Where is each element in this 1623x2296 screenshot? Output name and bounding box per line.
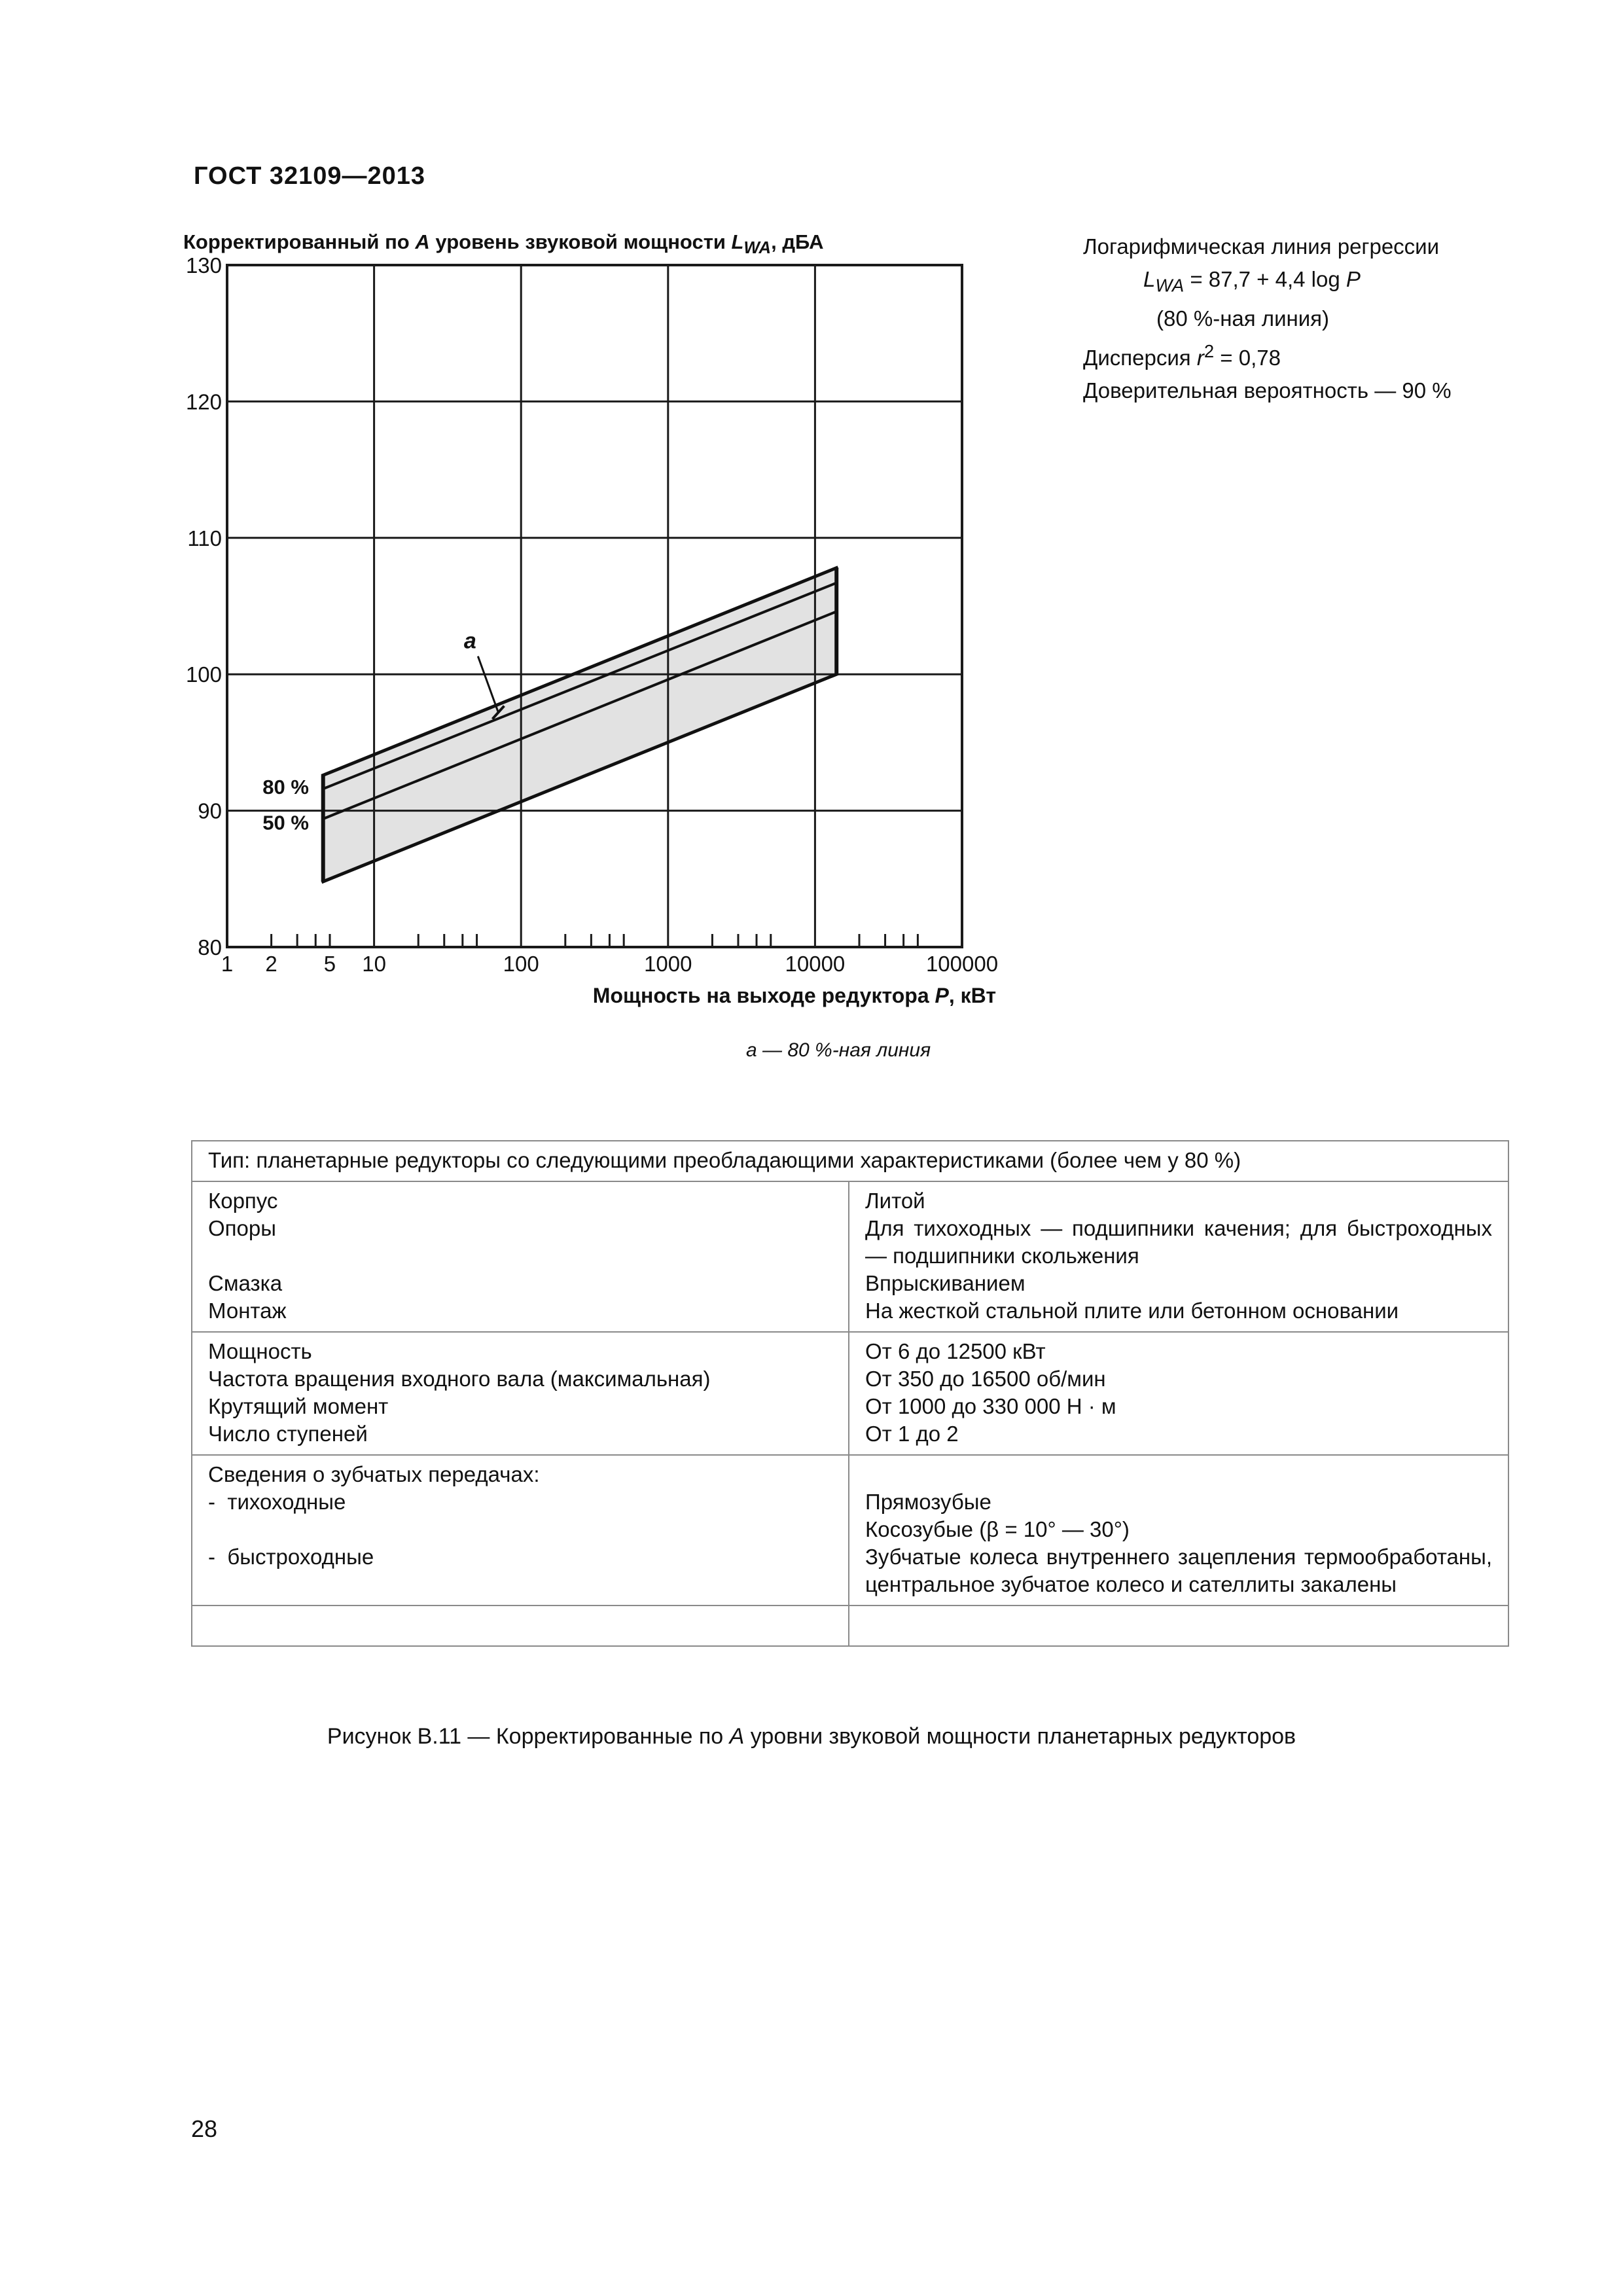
- empty-cell-right: [849, 1605, 1508, 1646]
- label-power: Мощность: [208, 1339, 312, 1363]
- table-row-type: [192, 1141, 1508, 1181]
- annotation-arrow: [478, 656, 498, 713]
- y-tick-label: 110: [187, 526, 222, 550]
- xlabel-prefix: Мощность на выходе редуктора: [592, 984, 935, 1007]
- table-row-gears: [192, 1455, 1508, 1605]
- type-cell: Тип: планетарные редукторы со следующими преобладающими характеристиками (более чем у 80 %): [192, 1141, 1508, 1181]
- y-tick-label: 130: [185, 253, 222, 278]
- x-tick-label: 10000: [785, 952, 846, 976]
- legend-confidence: Доверительная вероятность — 90 %: [1083, 378, 1452, 403]
- value-input-speed: От 350 до 16500 об/мин: [865, 1367, 1106, 1391]
- legend-dispersion: [1083, 335, 1452, 374]
- characteristics-table: [191, 1140, 1509, 1647]
- ylabel-subscript: WA: [743, 239, 772, 258]
- label-lubrication: Смазка: [208, 1271, 283, 1295]
- design-values-cell: [849, 1181, 1508, 1332]
- annotation-label: a: [463, 628, 476, 654]
- regression-legend: [1083, 230, 1452, 407]
- x-tick-label: 5: [323, 952, 336, 976]
- legend-dispersion-value: = 0,78: [1214, 345, 1281, 370]
- legend-dispersion-sup: 2: [1204, 340, 1215, 361]
- ylabel-prefix: Корректированный по: [183, 230, 416, 253]
- value-lubrication: Впрыскиванием: [865, 1271, 1026, 1295]
- label-torque: Крутящий момент: [208, 1394, 389, 1418]
- figure-caption: [0, 1724, 1623, 1749]
- value-stages: От 1 до 2: [865, 1422, 959, 1446]
- gears-values-cell: [849, 1455, 1508, 1605]
- label-high-speed: - быстроходные: [208, 1545, 374, 1569]
- gears-labels-cell: [192, 1455, 849, 1605]
- standard-header: ГОСТ 32109—2013: [194, 162, 426, 190]
- ylabel-suffix: , дБА: [771, 230, 824, 253]
- table-row-ratings: [192, 1332, 1508, 1455]
- line-label: 80 %: [262, 776, 309, 799]
- line-label: 50 %: [262, 811, 309, 834]
- caption-italic: A: [729, 1724, 745, 1749]
- label-mounting: Монтаж: [208, 1299, 287, 1323]
- caption-suffix: уровни звуковой мощности планетарных редукторов: [744, 1724, 1296, 1749]
- caption-prefix: Рисунок В.11 — Корректированные по: [327, 1724, 730, 1749]
- footnote-text: — 80 %-ная линия: [757, 1039, 931, 1061]
- ylabel-italic: A: [415, 230, 430, 253]
- label-housing: Корпус: [208, 1189, 278, 1213]
- value-power: От 6 до 12500 кВт: [865, 1339, 1046, 1363]
- legend-dispersion-prefix: Дисперсия: [1083, 345, 1197, 370]
- chart-footnote: [746, 1039, 931, 1062]
- label-bearings: Опоры: [208, 1216, 276, 1240]
- value-bearings: Для тихоходных — подшипники качения; для быстроходных — подшипники скольжения: [865, 1216, 1493, 1268]
- footnote-letter: a: [746, 1039, 757, 1061]
- value-high-speed: Зубчатые колеса внутреннего зацепления термообработаны, центральное зубчатое колесо и сателлиты закалены: [865, 1545, 1493, 1596]
- legend-dispersion-var: r: [1196, 345, 1204, 370]
- y-tick-label: 120: [185, 389, 222, 414]
- legend-eq-var: P: [1346, 267, 1361, 291]
- x-tick-label: 1000: [644, 952, 692, 976]
- x-tick-label: 100000: [925, 952, 999, 976]
- legend-eq-subscript: WA: [1155, 275, 1185, 296]
- design-labels-cell: [192, 1181, 849, 1332]
- y-tick-label: 90: [198, 798, 222, 823]
- chart-x-axis-title: [593, 984, 996, 1007]
- xlabel-suffix: , кВт: [948, 984, 996, 1007]
- x-tick-label: 2: [265, 952, 277, 976]
- legend-eq-body: = 87,7 + 4,4 log: [1184, 267, 1346, 291]
- ylabel-middle: уровень звуковой мощности: [429, 230, 732, 253]
- series-line: [323, 611, 837, 819]
- y-tick-label: 80: [198, 935, 222, 960]
- x-tick-label: 100: [503, 952, 539, 976]
- ylabel-symbol: L: [731, 230, 744, 253]
- value-low-speed-1: Прямозубые: [865, 1490, 991, 1514]
- legend-equation: [1083, 263, 1452, 302]
- table-row-design: [192, 1181, 1508, 1332]
- label-low-speed: - тихоходные: [208, 1490, 346, 1514]
- value-housing: Литой: [865, 1189, 925, 1213]
- sound-power-chart: [0, 0, 1623, 1060]
- legend-title: Логарифмическая линия регрессии: [1083, 234, 1440, 259]
- empty-cell-left: [192, 1605, 849, 1646]
- legend-eq-symbol: L: [1143, 267, 1156, 291]
- xlabel-italic: P: [935, 984, 949, 1007]
- legend-eq-note: (80 %-ная линия): [1156, 306, 1330, 331]
- table-row-empty: [192, 1605, 1508, 1646]
- page-number: 28: [191, 2115, 218, 2142]
- ratings-labels-cell: [192, 1332, 849, 1455]
- value-mounting: На жесткой стальной плите или бетонном основании: [865, 1299, 1399, 1323]
- value-low-speed-2: Косозубые (β = 10° — 30°): [865, 1517, 1130, 1541]
- y-tick-label: 100: [185, 662, 222, 687]
- ratings-values-cell: [849, 1332, 1508, 1455]
- gears-title: Сведения о зубчатых передачах:: [208, 1462, 540, 1486]
- label-stages: Число ступеней: [208, 1422, 368, 1446]
- chart-text-layer: [186, 253, 998, 1007]
- value-torque: От 1000 до 330 000 Н · м: [865, 1394, 1116, 1418]
- x-tick-label: 1: [221, 952, 234, 976]
- x-tick-label: 10: [362, 952, 386, 976]
- label-input-speed: Частота вращения входного вала (максимальная): [208, 1367, 711, 1391]
